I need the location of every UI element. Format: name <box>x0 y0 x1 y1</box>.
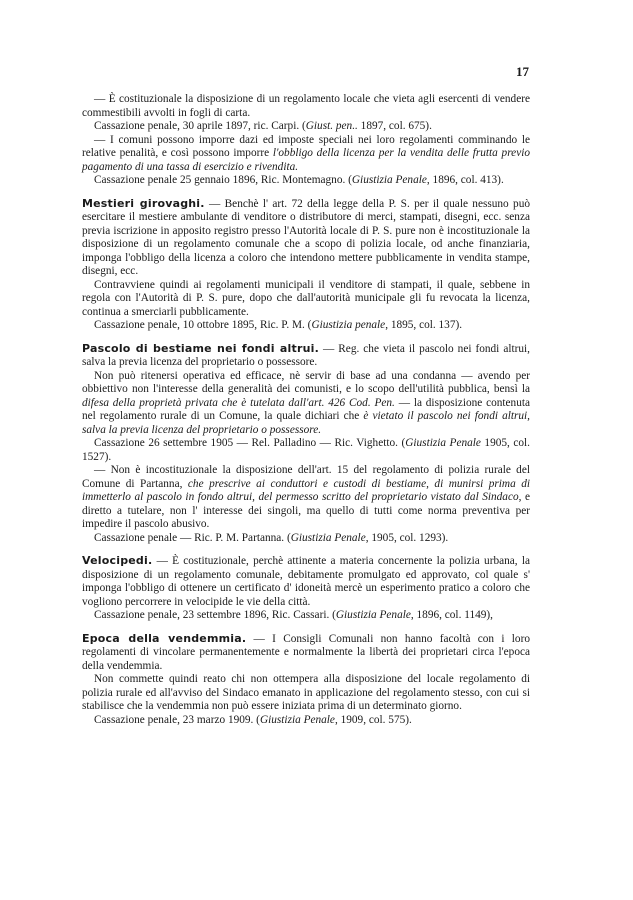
italic-text: Giust. pen.. <box>305 120 358 132</box>
section-paragraph <box>82 554 530 609</box>
section-paragraph <box>82 197 530 279</box>
section-heading: Velocipedi. <box>82 554 153 567</box>
paragraph <box>82 93 530 120</box>
page-number: 17 <box>516 64 529 79</box>
section-heading: Pascolo di bestiame nei fondi altrui. <box>82 341 319 355</box>
italic-text: Giustizia Penale <box>405 437 481 449</box>
citation <box>82 120 530 134</box>
paragraph <box>82 370 530 438</box>
italic-text: Giustizia penale <box>311 319 386 331</box>
text-span: Cassazione penale, 30 aprile 1897, ric. Carpi. ( <box>94 120 306 132</box>
text-span: — Non è incostituzionale la disposizione dell'art. 15 del regolamento di polizia rurale del Comune di Partanna, <box>82 464 530 490</box>
paragraph <box>82 279 530 320</box>
paragraph <box>82 673 530 714</box>
text-span: , 1895, col. 137). <box>385 319 463 331</box>
italic-text: Giustizia Penale <box>351 174 427 186</box>
text-span: — È costituzionale la disposizione di un regolamento locale che vieta agli esercenti di vendere commestibili avvolti in fogli di carta. <box>82 93 530 119</box>
citation <box>82 319 530 333</box>
italic-text: l'obbligo della licenza per la vendita delle frutta previo pagamento di una tassa di esercizio e rivendita. <box>82 147 530 173</box>
italic-text: Giustizia Penale <box>335 609 411 621</box>
text-span: Cassazione penale — Ric. P. M. Partanna. ( <box>94 531 291 544</box>
section-heading: Mestieri girovaghi. <box>82 196 205 210</box>
text-span: — Reg. che vieta il pascolo nei fondi altrui, salva la previa licenza del proprietario o possessore. <box>82 342 530 368</box>
text-span: , 1896, col. 1149), <box>410 609 493 621</box>
italic-text: è vietato il pascolo nei fondi altrui, salva la previa licenza del proprietario o possessore. <box>82 410 530 436</box>
text-span: — la disposizione contenuta nel regolamento rurale di un Comune, la quale dichiari che <box>82 396 531 422</box>
text-span: Cassazione penale 25 gennaio 1896, Ric. Montemagno. ( <box>94 174 352 186</box>
citation <box>82 609 530 623</box>
text-span: — Benchè l' art. 72 della legge della P. S. per il quale nessuno può esercitare il mestiere ambulante di venditore o distributore di merci, stampati, disegni, ecc. senza previa iscrizione in apposito registro presso l'Autorità locale di P. S. pure non è incostituzionale la disposizione di un regolamento comunale che a scopo di polizia locale, od anche finanziaria, imponga l'obbligo della licenza a coloro che intendono mettere pubblicamente in vendita stampe, disegni, ecc. <box>82 197 530 277</box>
text-span: 1905, col. 1527). <box>82 437 530 463</box>
text-span: , 1896, col. 413). <box>426 174 504 186</box>
citation <box>82 174 530 188</box>
text-span: Cassazione penale, 10 ottobre 1895, Ric. P. M. ( <box>94 319 312 331</box>
text-span: Cassazione penale, 23 marzo 1909. ( <box>94 713 260 726</box>
citation <box>82 437 530 464</box>
text-span: Non può ritenersi operativa ed efficace, nè servir di base ad una condanna — avendo per obbiettivo non l'interesse della generalità dei comunisti, e lo scopo dell'utilità pubblica, bensì la <box>82 369 530 395</box>
text-span: Non commette quindi reato chi non ottempera alla disposizione del locale regolamento di polizia rurale ed all'avviso del Sindaco emanato in applicazione del regolamento stesso, con cui si stabilisce che la vendemmia non può essere iniziata prima di un determinato giorno. <box>82 673 530 712</box>
paragraph <box>82 464 530 532</box>
text-span: Cassazione penale, 23 settembre 1896, Ric. Cassari. ( <box>94 609 336 621</box>
text-span: , 1909, col. 575). <box>334 713 412 726</box>
text-span: — I comuni possono imporre dazi ed imposte speciali nei loro regolamenti comminando le relative penalità, e così possono imporre <box>82 133 530 159</box>
text-span: Cassazione 26 settembre 1905 — Rel. Palladino — Ric. Vighetto. ( <box>94 437 406 449</box>
paragraph <box>82 134 530 175</box>
italic-text: Giustizia Penale <box>290 531 366 544</box>
section-heading: Epoca della vendemmia. <box>82 631 247 645</box>
italic-text: che prescrive ai conduttori e custodi di bestiame, di munirsi prima di immetterlo al pascolo in fondo altrui, del permesso scritto del proprietario vistato dal Sindaco <box>82 477 531 503</box>
italic-text: Giustizia Penale <box>259 713 335 726</box>
citation <box>82 532 530 546</box>
text-span: , e diretto a tutelare, non l' interesse dei singoli, ma quello di tutti come norma preventiva per impedire il pascolo abusivo. <box>82 491 530 530</box>
document-body <box>82 93 530 727</box>
text-span: , 1905, col. 1293). <box>365 531 449 544</box>
section-paragraph <box>82 342 530 370</box>
text-span: 1897, col. 675). <box>357 120 432 132</box>
italic-text: difesa della proprietà privata che è tutelata dall'art. 426 Cod. Pen. <box>82 396 395 409</box>
text-span: — È costituzionale, perchè attinente a materia concernente la polizia urbana, la disposizione di un regolamento comunale, debitamente promulgato ed approvato, col quale s' imponga l'obbligo di ottenere un certificato d' idoneità mercè un esperimento pratico a coloro che vogliono percorrere in velocipide le vie della città. <box>82 555 530 608</box>
text-span: Contravviene quindi ai regolamenti municipali il venditore di stampati, il quale, sebbene in regola con l'Autorità di P. S. pure, dopo che dall'autorità municipale gli fu revocata la licenza, continua a smerciarli pubblicamente. <box>82 278 530 318</box>
text-span: — I Consigli Comunali non hanno facoltà con i loro regolamenti di vincolare permanentemente e normalmente la libertà dei proprietari circa l'epoca della vendemmia. <box>82 632 530 672</box>
citation <box>82 714 530 728</box>
section-paragraph <box>82 632 530 674</box>
